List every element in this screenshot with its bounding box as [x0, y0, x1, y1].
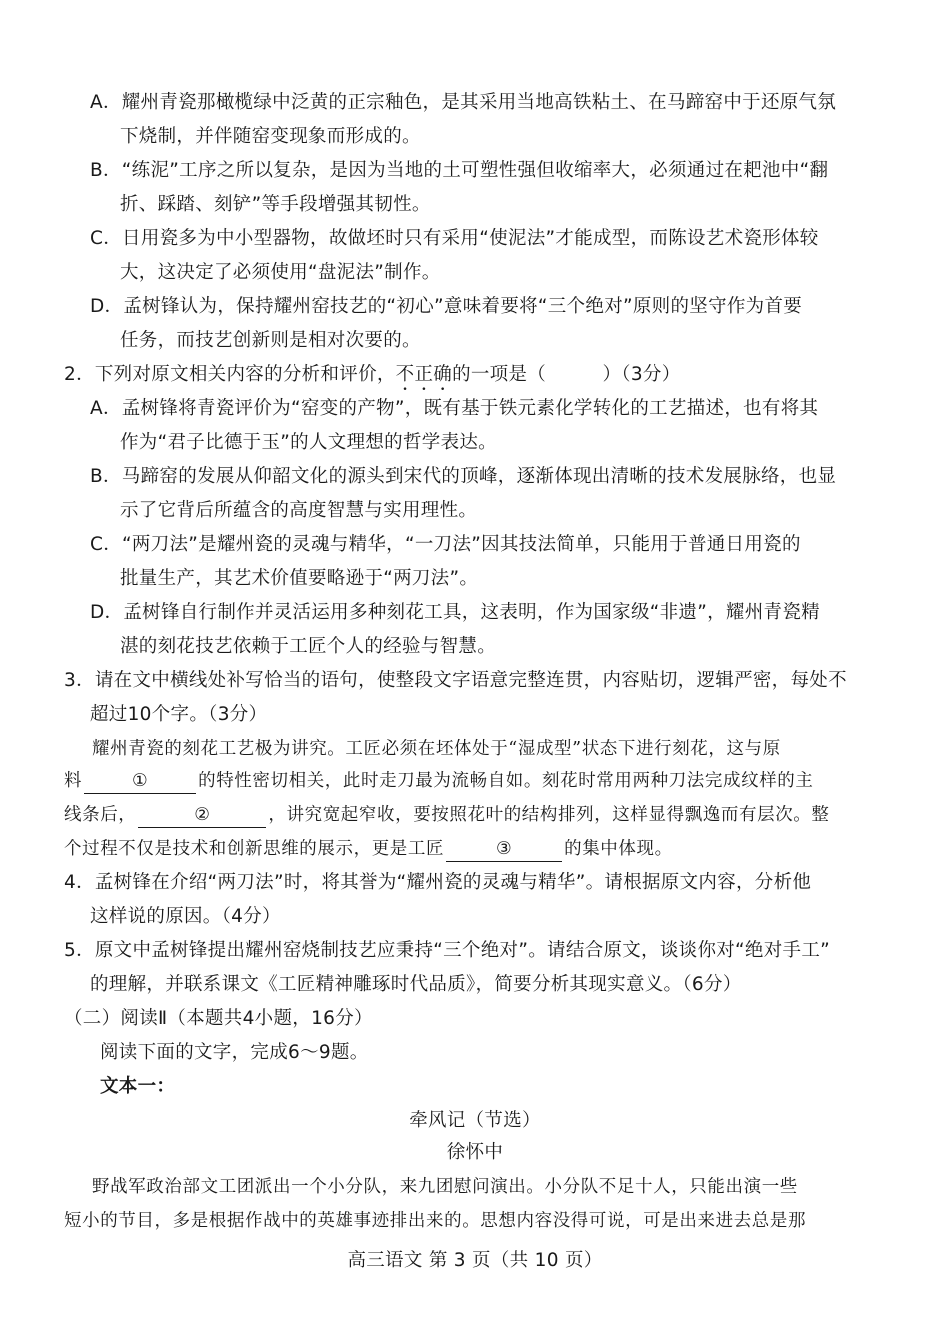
q2-option-d-line1: D．孟树锋自行制作并灵活运用多种刻花工具，这表明，作为国家级“非遗”，耀州青瓷精 [90, 602, 820, 623]
q1-option-a-line1: A．耀州青瓷那橄榄绿中泛黄的正宗釉色，是其采用当地高铁粘土、在马蹄窑中于还原气氛 [90, 92, 837, 113]
q3-passage-line4 [64, 836, 673, 862]
q1-option-d-line2: 任务，而技艺创新则是相对次要的。 [120, 330, 421, 351]
blank-2[interactable]: ② [138, 803, 266, 828]
q2-option-a-line2: 作为“君子比德于玉”的人文理想的哲学表达。 [120, 432, 497, 453]
q1-option-b-line2: 折、踩踏、刻铲”等手段增强其韧性。 [120, 194, 431, 215]
q2-option-c-line2: 批量生产，其艺术价值要略逊于“两刀法”。 [120, 568, 479, 589]
q2-option-d-line2: 湛的刻花技艺依赖于工匠个人的经验与智慧。 [120, 636, 497, 657]
q5-stem-line2: 的理解，并联系课文《工匠精神雕琢时代品质》，简要分析其现实意义。（6分） [90, 974, 742, 995]
q2-stem-emphasis: 不正确 [395, 364, 453, 385]
q2-stem-after: 的一项是（ ）（3分） [452, 364, 681, 385]
q1-option-b-line1: B．“练泥”工序之所以复杂，是因为当地的土可塑性强但收缩率大，必须通过在耙池中“翻 [90, 160, 829, 181]
story-line1: 野战军政治部文工团派出一个小分队，来九团慰问演出。小分队不足十人，只能出演一些 [92, 1177, 798, 1197]
q1-option-d-line1: D．孟树锋认为，保持耀州窑技艺的“初心”意味着要将“三个绝对”原则的坚守作为首要 [90, 296, 803, 317]
q2-option-b-line1: B．马蹄窑的发展从仰韶文化的源头到宋代的顶峰，逐渐体现出清晰的技术发展脉络，也显 [90, 466, 837, 487]
q3-passage-line3-post: ，讲究宽起窄收，要按照花叶的结构排列，这样显得飘逸而有层次。整 [268, 805, 830, 825]
q3-passage-line2 [64, 768, 814, 794]
q2-stem [64, 362, 681, 395]
q4-stem-line2: 这样说的原因。（4分） [90, 906, 281, 927]
blank-1[interactable]: ① [84, 769, 196, 794]
story-line2: 短小的节目，多是根据作战中的英雄事迹排出来的。思想内容没得可说，可是出来进去总是那 [64, 1211, 807, 1231]
q3-stem-line1: 3．请在文中横线处补写恰当的语句，使整段文字语意完整连贯，内容贴切，逻辑严密，每处不 [64, 670, 847, 691]
section2-instruction: 阅读下面的文字，完成6～9题。 [100, 1042, 369, 1063]
section2-heading: （二）阅读Ⅱ（本题共4小题，16分） [64, 1008, 373, 1029]
q2-option-a-line1: A．孟树锋将青瓷评价为“窑变的产物”，既有基于铁元素化学转化的工艺描述，也有将其 [90, 398, 819, 419]
q3-stem-line2: 超过10个字。（3分） [90, 704, 268, 725]
q1-option-a-line2: 下烧制，并伴随窑变现象而形成的。 [120, 126, 421, 147]
q3-passage-line3-pre: 线条后， [64, 805, 137, 825]
q3-passage-line4-pre: 个过程不仅是技术和创新思维的展示，更是工匠 [64, 839, 445, 859]
q4-stem-line1: 4．孟树锋在介绍“两刀法”时，将其誉为“耀州瓷的灵魂与精华”。请根据原文内容，分析他 [64, 872, 812, 893]
q2-option-b-line2: 示了它背后所蕴含的高度智慧与实用理性。 [120, 500, 478, 521]
q3-passage-line4-post: 的集中体现。 [564, 839, 673, 859]
story-title: 牵风记（节选） [409, 1110, 541, 1131]
q2-stem-before: 2．下列对原文相关内容的分析和评价， [64, 364, 396, 385]
text-one-label: 文本一： [100, 1076, 176, 1097]
page-footer: 高三语文 第 3 页（共 10 页） [347, 1250, 603, 1271]
q3-passage-line2-pre: 料 [64, 771, 83, 791]
blank-3[interactable]: ③ [446, 837, 562, 862]
story-author: 徐怀中 [446, 1142, 504, 1163]
q3-passage-line1: 耀州青瓷的刻花工艺极为讲究。工匠必须在坯体处于“湿成型”状态下进行刻花，这与原 [92, 739, 781, 759]
q3-passage-line3 [64, 802, 830, 828]
q5-stem-line1: 5．原文中孟树锋提出耀州窑烧制技艺应秉持“三个绝对”。请结合原文，谈谈你对“绝对手工” [64, 940, 831, 961]
q2-option-c-line1: C．“两刀法”是耀州瓷的灵魂与精华，“一刀法”因其技法简单，只能用于普通日用瓷的 [90, 534, 801, 555]
q1-option-c-line2: 大，这决定了必须使用“盘泥法”制作。 [120, 262, 441, 283]
q1-option-c-line1: C．日用瓷多为中小型器物，故做坯时只有采用“使泥法”才能成型，而陈设艺术瓷形体较 [90, 228, 819, 249]
q3-passage-line2-post: 的特性密切相关，此时走刀最为流畅自如。刻花时常用两种刀法完成纹样的主 [198, 771, 814, 791]
